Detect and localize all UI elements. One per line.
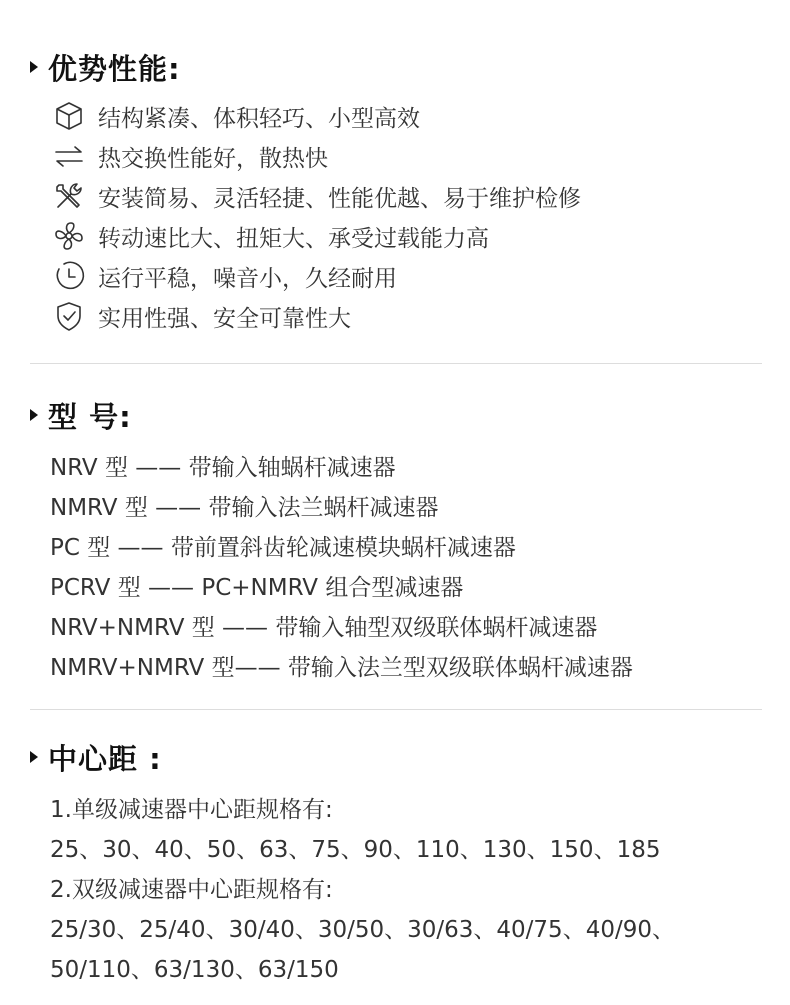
fan-icon bbox=[52, 219, 86, 253]
models-title-text: 型 号: bbox=[48, 399, 132, 434]
advantage-item bbox=[52, 297, 351, 335]
advantage-text: 转动速比大、扭矩大、承受过载能力高 bbox=[98, 225, 489, 252]
center-distance-title-text: 中心距 : bbox=[48, 741, 162, 776]
advantage-text: 实用性强、安全可靠性大 bbox=[98, 305, 351, 332]
center-distance-title bbox=[30, 737, 162, 777]
center-distance-line: 25、30、40、50、63、75、90、110、130、150、185 bbox=[50, 836, 661, 863]
section-divider bbox=[30, 709, 762, 710]
models-title bbox=[30, 395, 132, 435]
triangle-bullet-icon bbox=[30, 751, 38, 763]
exchange-arrows-icon bbox=[52, 139, 86, 173]
clock-icon bbox=[52, 259, 86, 293]
model-item: NRV+NMRV 型 —— 带输入轴型双级联体蜗杆减速器 bbox=[50, 614, 598, 641]
model-item: PCRV 型 —— PC+NMRV 组合型减速器 bbox=[50, 574, 464, 601]
shield-check-icon bbox=[52, 299, 86, 333]
model-item: NMRV 型 —— 带输入法兰蜗杆减速器 bbox=[50, 494, 439, 521]
center-distance-line: 25/30、25/40、30/40、30/50、30/63、40/75、40/90、 bbox=[50, 916, 675, 943]
advantage-text: 安装简易、灵活轻捷、性能优越、易于维护检修 bbox=[98, 185, 581, 212]
advantage-text: 结构紧凑、体积轻巧、小型高效 bbox=[98, 105, 420, 132]
center-distance-line: 2.双级减速器中心距规格有: bbox=[50, 876, 333, 903]
advantage-item bbox=[52, 137, 328, 175]
advantage-item bbox=[52, 97, 420, 135]
center-distance-line: 1.单级减速器中心距规格有: bbox=[50, 796, 333, 823]
model-item: PC 型 —— 带前置斜齿轮减速模块蜗杆减速器 bbox=[50, 534, 516, 561]
model-item: NMRV+NMRV 型—— 带输入法兰型双级联体蜗杆减速器 bbox=[50, 654, 633, 681]
advantage-text: 运行平稳，噪音小，久经耐用 bbox=[98, 265, 397, 292]
advantages-title-text: 优势性能: bbox=[48, 51, 181, 86]
cube-icon bbox=[52, 99, 86, 133]
triangle-bullet-icon bbox=[30, 61, 38, 73]
advantage-item bbox=[52, 177, 581, 215]
advantage-item bbox=[52, 257, 397, 295]
triangle-bullet-icon bbox=[30, 409, 38, 421]
advantage-item bbox=[52, 217, 489, 255]
tools-icon bbox=[52, 179, 86, 213]
advantages-title bbox=[30, 47, 181, 87]
advantage-text: 热交换性能好，散热快 bbox=[98, 145, 328, 172]
center-distance-line: 50/110、63/130、63/150 bbox=[50, 956, 339, 983]
model-item: NRV 型 —— 带输入轴蜗杆减速器 bbox=[50, 454, 396, 481]
section-divider bbox=[30, 363, 762, 364]
